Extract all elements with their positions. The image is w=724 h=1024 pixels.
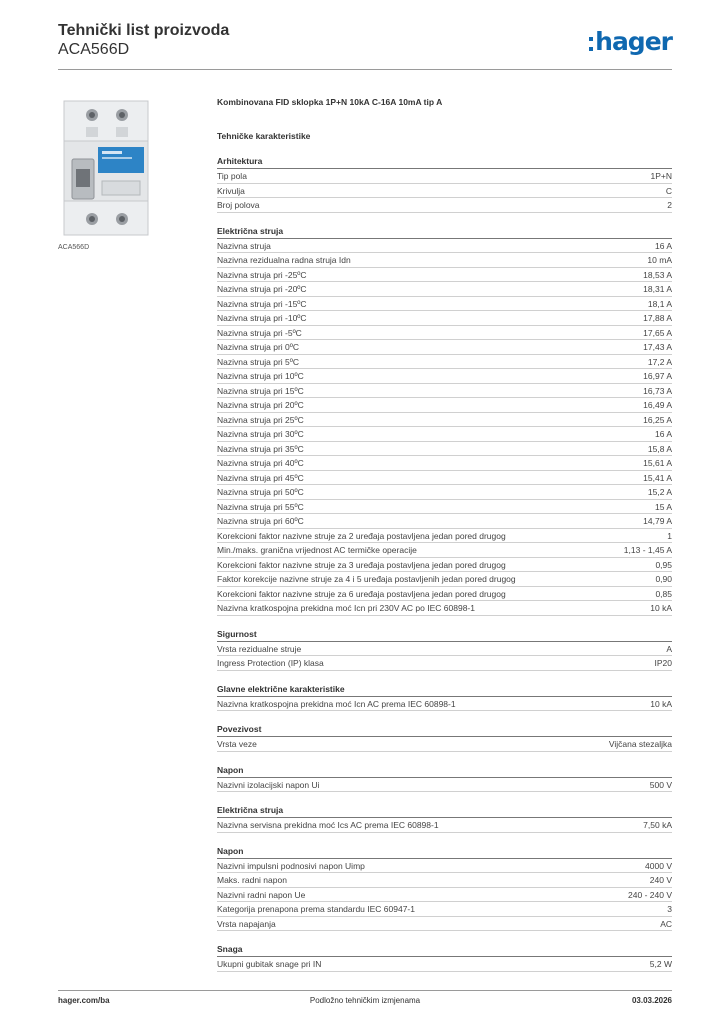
section-title: Električna struja [217,224,672,239]
section-title: Sigurnost [217,627,672,642]
image-caption: ACA566D [58,244,90,251]
spec-label: Nazivna struja pri 50ºC [217,487,304,497]
spec-content [217,95,672,972]
spec-row [217,957,672,972]
spec-value: 240 - 240 V [628,889,672,900]
spec-value: 1,13 - 1,45 A [623,545,672,555]
spec-value: 3 [667,904,672,914]
spec-label: Vrsta rezidualne struje [217,643,302,654]
spec-label: Nazivna struja pri 45ºC [217,472,304,483]
spec-row [217,917,672,932]
product-image [58,97,154,239]
spec-value: 10 mA [647,255,672,265]
spec-section [217,844,672,932]
spec-row [217,529,672,544]
footer-date: 03.03.2026 [631,996,672,1005]
spec-row [217,587,672,602]
document-title: Tehnički list proizvoda [58,22,230,39]
product-description: Kombinovana FID sklopka 1P+N 10kA C-16A 10mA tip A [217,97,443,107]
spec-value: 15,41 A [643,472,672,483]
spec-value: 15,2 A [647,487,672,497]
logo-text: hager [595,26,672,56]
spec-row [217,413,672,428]
spec-label: Nazivna struja [217,240,271,251]
spec-value: 7,50 kA [643,820,672,830]
spec-value: 500 V [649,779,672,790]
spec-value: 16 A [654,429,672,439]
spec-label: Nazivna kratkospojna prekidna moć Icn pri 230V AC po IEC 60898-1 [217,603,475,613]
spec-row [217,572,672,587]
spec-label: Krivulja [217,185,245,196]
spec-label: Nazivna struja pri 55ºC [217,501,304,512]
spec-label: Kategorija prenapona prema standardu IEC 60947-1 [217,904,415,914]
spec-label: Nazivna struja pri 0ºC [217,342,299,352]
product-code: ACA566D [58,41,130,58]
spec-value: 16,49 A [643,400,672,410]
spec-label: Nazivna struja pri 60ºC [217,516,304,526]
spec-row [217,427,672,442]
spec-row [217,253,672,268]
spec-row [217,656,672,671]
spec-label: Ukupni gubitak snage pri IN [217,959,322,969]
spec-label: Nazivna struja pri -5ºC [217,327,302,338]
spec-row [217,642,672,657]
spec-value: 0,90 [655,574,672,584]
spec-label: Maks. radni napon [217,875,287,885]
spec-row [217,398,672,413]
spec-row [217,778,672,793]
section-title: Snaga [217,942,672,957]
spec-section [217,722,672,752]
page-header [58,22,672,68]
spec-row [217,873,672,888]
spec-label: Faktor korekcije nazivne struje za 4 i 5 uređaja postavljenih jedan pored drugog [217,574,516,584]
spec-label: Ingress Protection (IP) klasa [217,658,324,668]
spec-value: 17,2 A [647,356,672,367]
spec-value: 14,79 A [643,516,672,526]
spec-label: Nazivna struja pri 20ºC [217,400,304,410]
spec-label: Nazivna struja pri 35ºC [217,443,304,454]
spec-label: Min./maks. granična vrijednost AC termičke operacije [217,545,417,555]
spec-label: Vrsta veze [217,739,257,749]
spec-label: Vrsta napajanja [217,918,276,929]
tech-heading: Tehničke karakteristike [217,131,311,141]
spec-row [217,311,672,326]
spec-label: Broj polova [217,200,260,210]
spec-value: 16,25 A [643,414,672,425]
spec-section [217,224,672,616]
spec-row [217,558,672,573]
spec-value: 16,73 A [643,385,672,396]
spec-row [217,859,672,874]
spec-label: Nazivna struja pri -15ºC [217,298,307,309]
spec-value: 16 A [654,240,672,251]
section-title: Napon [217,763,672,778]
hager-logo [589,26,672,56]
spec-label: Nazivna struja pri -20ºC [217,284,307,294]
spec-value: 4000 V [645,860,672,871]
spec-row [217,297,672,312]
spec-label: Nazivna struja pri -10ºC [217,313,307,323]
spec-row [217,442,672,457]
spec-row [217,697,672,712]
spec-row [217,282,672,297]
spec-row [217,268,672,283]
spec-label: Nazivni izolacijski napon Ui [217,779,320,790]
spec-row [217,169,672,184]
spec-row [217,184,672,199]
spec-label: Korekcioni faktor nazivne struje za 3 uređaja postavljena jedan pored drugog [217,559,506,570]
spec-value: 16,97 A [643,371,672,381]
footer-note: Podložno tehničkim izmjenama [309,996,421,1005]
spec-value: Vijčana stezaljka [608,739,672,749]
spec-value: AC [660,918,672,929]
page-footer [58,996,672,1010]
footer-divider [58,990,672,991]
spec-row [217,198,672,213]
spec-row [217,340,672,355]
spec-label: Nazivna struja pri 15ºC [217,385,304,396]
spec-label: Nazivna struja pri 40ºC [217,458,304,468]
spec-label: Nazivni radni napon Ue [217,889,306,900]
spec-value: IP20 [654,658,672,668]
spec-label: Korekcioni faktor nazivne struje za 2 uređaja postavljena jedan pored drugog [217,530,506,541]
spec-label: Nazivna struja pri 5ºC [217,356,299,367]
spec-label: Nazivna struja pri 25ºC [217,414,304,425]
spec-section [217,803,672,833]
section-title: Povezivost [217,722,672,737]
spec-label: Nazivna struja pri 10ºC [217,371,304,381]
section-title: Glavne električne karakteristike [217,682,672,697]
spec-row [217,456,672,471]
spec-value: 15,8 A [647,443,672,454]
spec-label: Nazivna servisna prekidna moć Ics AC prema IEC 60898-1 [217,820,439,830]
spec-value: 1 [667,530,672,541]
spec-row [217,818,672,833]
spec-row [217,737,672,752]
spec-value: 18,1 A [647,298,672,309]
spec-row [217,326,672,341]
spec-section [217,627,672,671]
spec-section [217,942,672,972]
section-title: Električna struja [217,803,672,818]
footer-website-link[interactable]: hager.com/ba [58,996,110,1005]
spec-value: 10 kA [650,603,672,613]
spec-value: 18,31 A [643,284,672,294]
spec-label: Nazivna kratkospojna prekidna moć Icn AC prema IEC 60898-1 [217,698,456,709]
spec-value: 17,65 A [643,327,672,338]
section-title: Arhitektura [217,154,672,169]
spec-row [217,601,672,616]
spec-value: 1P+N [650,171,672,181]
spec-row [217,355,672,370]
logo-dots-icon [589,37,593,51]
spec-value: 10 kA [650,698,672,709]
spec-value: 15,61 A [643,458,672,468]
spec-value: 0,85 [655,588,672,599]
spec-value: 17,43 A [643,342,672,352]
section-title: Napon [217,844,672,859]
spec-section [217,682,672,712]
spec-section [217,763,672,793]
spec-value: C [665,185,672,196]
circuit-breaker-device-icon [58,97,154,239]
spec-label: Tip pola [217,171,247,181]
spec-label: Nazivna struja pri -25ºC [217,269,307,280]
spec-label: Nazivna rezidualna radna struja Idn [217,255,351,265]
spec-row [217,500,672,515]
spec-row [217,471,672,486]
spec-row [217,514,672,529]
spec-row [217,485,672,500]
spec-label: Nazivna struja pri 30ºC [217,429,304,439]
spec-row [217,369,672,384]
spec-value: 15 A [654,501,672,512]
spec-value: A [666,643,672,654]
spec-value: 240 V [649,875,672,885]
spec-row [217,384,672,399]
spec-section [217,154,672,213]
spec-row [217,239,672,254]
spec-value: 5,2 W [649,959,672,969]
spec-sections [217,154,672,972]
spec-value: 18,53 A [643,269,672,280]
spec-row [217,543,672,558]
header-divider [58,69,672,70]
spec-label: Korekcioni faktor nazivne struje za 6 uređaja postavljena jedan pored drugog [217,588,506,599]
spec-value: 2 [667,200,672,210]
spec-row [217,902,672,917]
spec-value: 17,88 A [643,313,672,323]
spec-label: Nazivni impulsni podnosivi napon Uimp [217,860,365,871]
spec-row [217,888,672,903]
spec-value: 0,95 [655,559,672,570]
